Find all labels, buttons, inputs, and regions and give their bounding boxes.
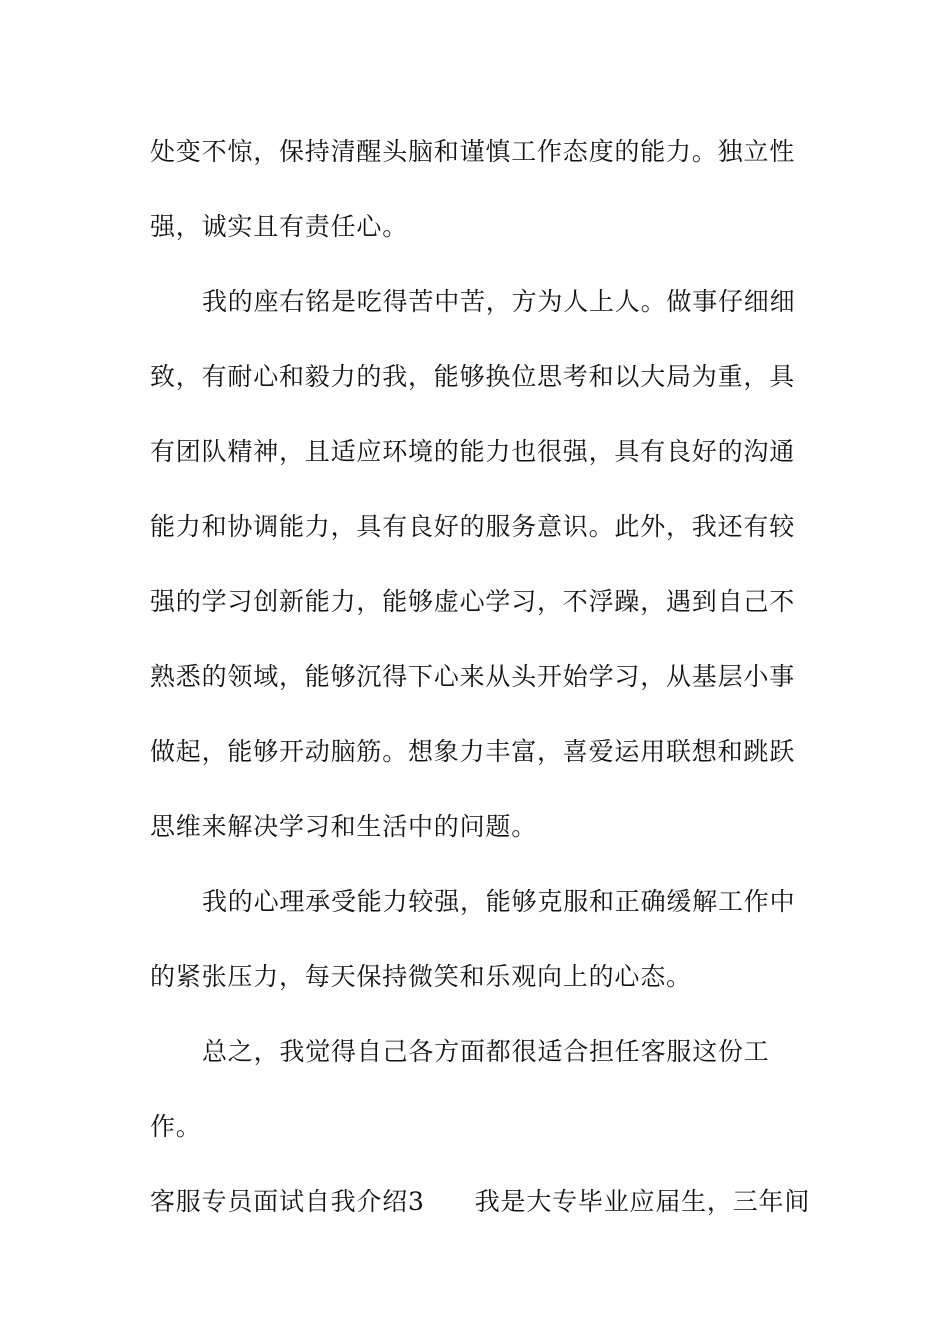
paragraph-line: 作。 [150,1112,202,1141]
paragraph-line: 强的学习创新能力，能够虚心学习，不浮躁，遇到自己不 [150,587,796,616]
paragraph-line: 我的心理承受能力较强，能够克服和正确缓解工作中 [202,887,796,916]
paragraph-line: 我的座右铭是吃得苦中苦，方为人上人。做事仔细细 [202,287,796,316]
paragraph-line: 的紧张压力，每天保持微笑和乐观向上的心态。 [150,962,692,991]
paragraph-line: 处变不惊，保持清醒头脑和谨慎工作态度的能力。独立性 [150,137,796,166]
paragraph-line: 能力和协调能力，具有良好的服务意识。此外，我还有较 [150,512,796,541]
paragraph-line: 总之，我觉得自己各方面都很适合担任客服这份工 [202,1037,770,1066]
section-heading-continuation: 我是大专毕业应届生，三年间 [474,1187,811,1216]
paragraph-line: 思维来解决学习和生活中的问题。 [150,812,538,841]
paragraph-line: 熟悉的领域，能够沉得下心来从头开始学习，从基层小事 [150,662,796,691]
paragraph-line: 有团队精神，且适应环境的能力也很强，具有良好的沟通 [150,437,796,466]
paragraph-line: 做起，能够开动脑筋。想象力丰富，喜爱运用联想和跳跃 [150,737,796,766]
section-heading-line [150,1186,810,1218]
section-heading: 客服专员面试自我介绍3 [150,1187,425,1216]
paragraph-line: 致，有耐心和毅力的我，能够换位思考和以大局为重，具 [150,362,796,391]
paragraph-line: 强，诚实且有责任心。 [150,212,409,241]
